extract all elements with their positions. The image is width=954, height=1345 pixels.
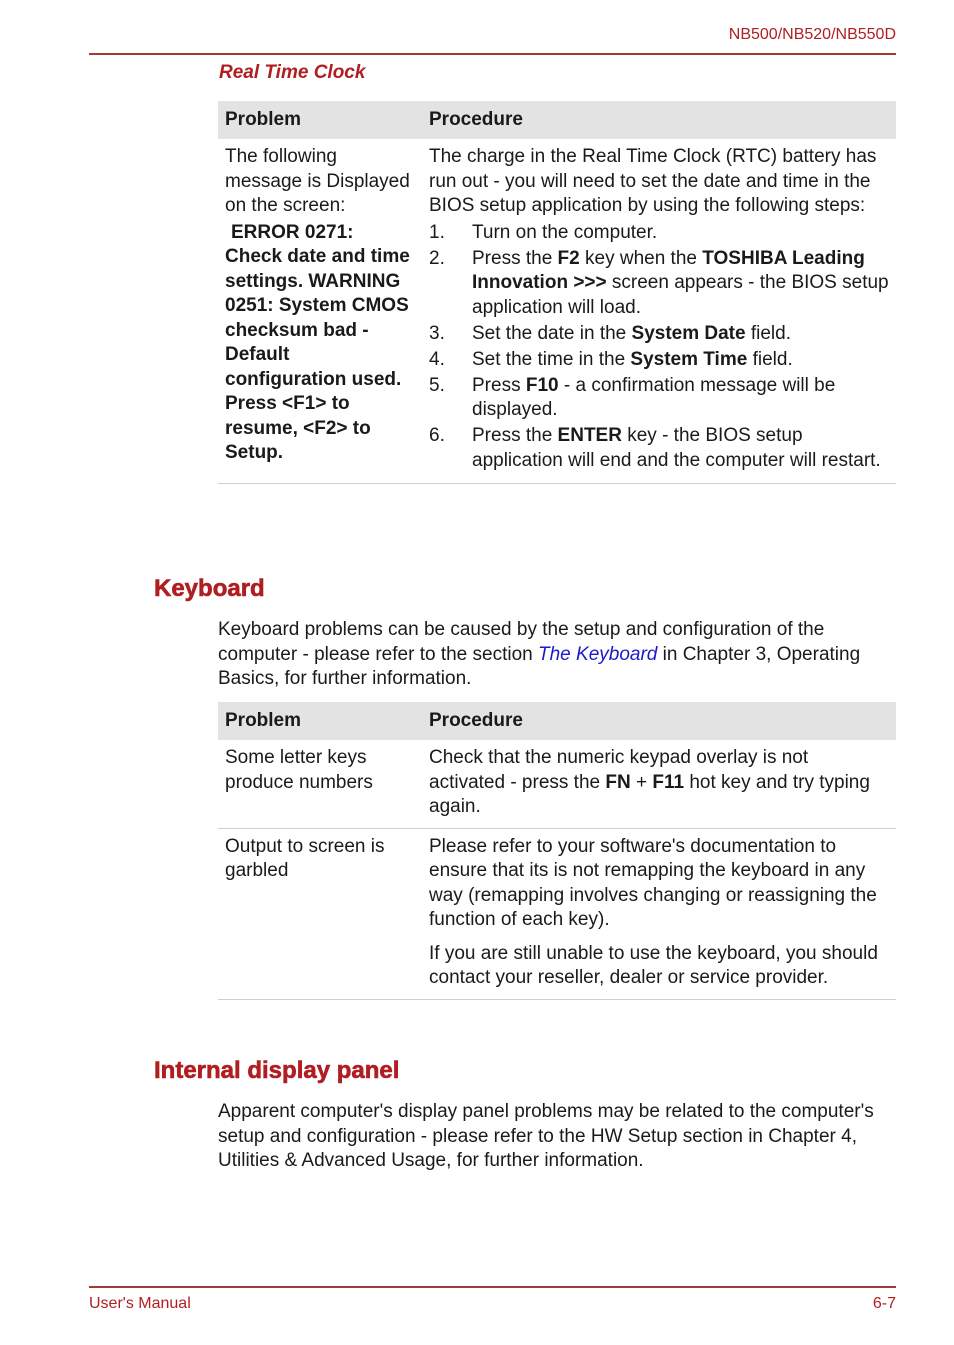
rtc-step-fragment: key - the BIOS setup application will end and the computer will restart. — [472, 425, 881, 471]
keyboard-table — [218, 702, 896, 1000]
rtc-table — [218, 101, 896, 484]
rtc-step-fragment: field. — [745, 322, 791, 344]
keyboard-row1-problem: Some letter keys produce numbers — [218, 740, 422, 828]
rtc-step-text — [472, 247, 889, 321]
rtc-step-fragment: screen appears - the BIOS setup application will load. — [472, 272, 889, 318]
display-heading: Internal display panel — [154, 1057, 400, 1084]
rtc-procedure-intro: The charge in the Real Time Clock (RTC) battery has run out - you will need to set the date and time in the BIOS setup application by using the following steps: — [429, 146, 877, 216]
header-rule — [89, 53, 896, 55]
keyboard-intro — [218, 618, 898, 692]
rtc-step-number: 3. — [429, 322, 445, 344]
rtc-col-problem: Problem — [218, 101, 422, 139]
the-keyboard-link[interactable]: The Keyboard — [538, 643, 658, 665]
fn-key: FN — [605, 771, 631, 793]
running-header-model: NB500/NB520/NB550D — [728, 26, 896, 43]
rtc-step — [429, 221, 889, 246]
rtc-step — [429, 374, 889, 423]
rtc-step-text — [472, 424, 889, 473]
keyboard-col-procedure: Procedure — [422, 702, 896, 740]
rtc-step-fragment: Set the time in the — [472, 348, 631, 370]
rtc-step-fragment: Press the — [472, 425, 558, 446]
rtc-step-number: 4. — [429, 348, 445, 370]
rtc-step-fragment: Turn on the computer. — [472, 221, 658, 243]
rtc-steps-list — [429, 221, 889, 474]
rtc-step-number: 6. — [429, 425, 445, 446]
footer-manual-title: User's Manual — [89, 1295, 191, 1312]
rtc-heading: Real Time Clock — [219, 62, 366, 83]
keyboard-row2-problem: Output to screen is garbled — [218, 828, 422, 999]
rtc-step-number: 5. — [429, 374, 445, 396]
rtc-step-number: 2. — [429, 247, 445, 269]
rtc-step-number: 1. — [429, 221, 445, 243]
rtc-step-fragment: field. — [747, 348, 793, 370]
rtc-step-keyword: System Date — [631, 322, 746, 344]
keyboard-row1-procedure — [422, 740, 896, 828]
row2-proc-para2: If you are still unable to use the keyboard, you should contact your reseller, dealer or service provider. — [429, 942, 878, 988]
rtc-step-text — [472, 374, 889, 423]
rtc-error-message — [225, 221, 415, 466]
footer-page-number: 6-7 — [872, 1295, 896, 1312]
plus-sign: + — [630, 771, 653, 793]
rtc-step-keyword: TOSHIBA Leading Innovation >>> — [472, 247, 865, 293]
keyboard-row2-procedure — [422, 828, 896, 999]
rtc-step-fragment: Set the date in the — [472, 322, 632, 344]
rtc-step-text — [472, 322, 889, 347]
rtc-error-text: ERROR 0271: Check date and time settings. WARNING 0251: System CMOS checksum bad - Default configuration used. Press <F1> to resume, <F2> to Setup. — [225, 221, 410, 463]
rtc-col-procedure: Procedure — [422, 101, 896, 139]
row2-proc-para1: Please refer to your software's documentation to ensure that its is not remapping the keyboard in any way (remapping involves changing or reassigning the function of each key). — [429, 835, 877, 930]
rtc-step-keyword: F2 — [557, 247, 580, 269]
keyboard-col-problem: Problem — [218, 702, 422, 740]
keyboard-intro-part1: Keyboard problems can be caused by the setup and configuration of the computer - please refer to the section — [218, 619, 825, 665]
row1-proc-text1: Check that the numeric keypad overlay is not activated - press the — [429, 747, 809, 793]
rtc-step-fragment: - a confirmation message will be displayed. — [472, 374, 836, 420]
rtc-step-fragment: key when the — [579, 247, 703, 269]
keyboard-heading: Keyboard — [154, 575, 265, 602]
rtc-step-keyword: ENTER — [557, 425, 622, 446]
keyboard-intro-part2: in Chapter 3, Operating Basics, for further information. — [218, 643, 861, 689]
rtc-step-fragment: Press the — [472, 247, 558, 269]
rtc-step — [429, 348, 889, 373]
footer-rule — [89, 1286, 896, 1288]
f11-key: F11 — [652, 771, 685, 793]
rtc-step — [429, 424, 889, 473]
rtc-step-text — [472, 221, 889, 246]
rtc-step — [429, 247, 889, 321]
rtc-step-text — [472, 348, 889, 373]
rtc-step — [429, 322, 889, 347]
rtc-step-keyword: System Time — [630, 348, 748, 370]
rtc-step-fragment: Press — [472, 374, 526, 396]
rtc-problem-intro: The following message is Displayed on the screen: — [225, 146, 410, 216]
display-intro: Apparent computer's display panel problems may be related to the computer's setup and configuration - please refer to the HW Setup section in Chapter 4, Utilities & Advanced Usage, for further information. — [218, 1101, 874, 1171]
rtc-step-keyword: F10 — [525, 374, 559, 396]
row1-proc-text2: hot key and try typing again. — [429, 771, 870, 817]
